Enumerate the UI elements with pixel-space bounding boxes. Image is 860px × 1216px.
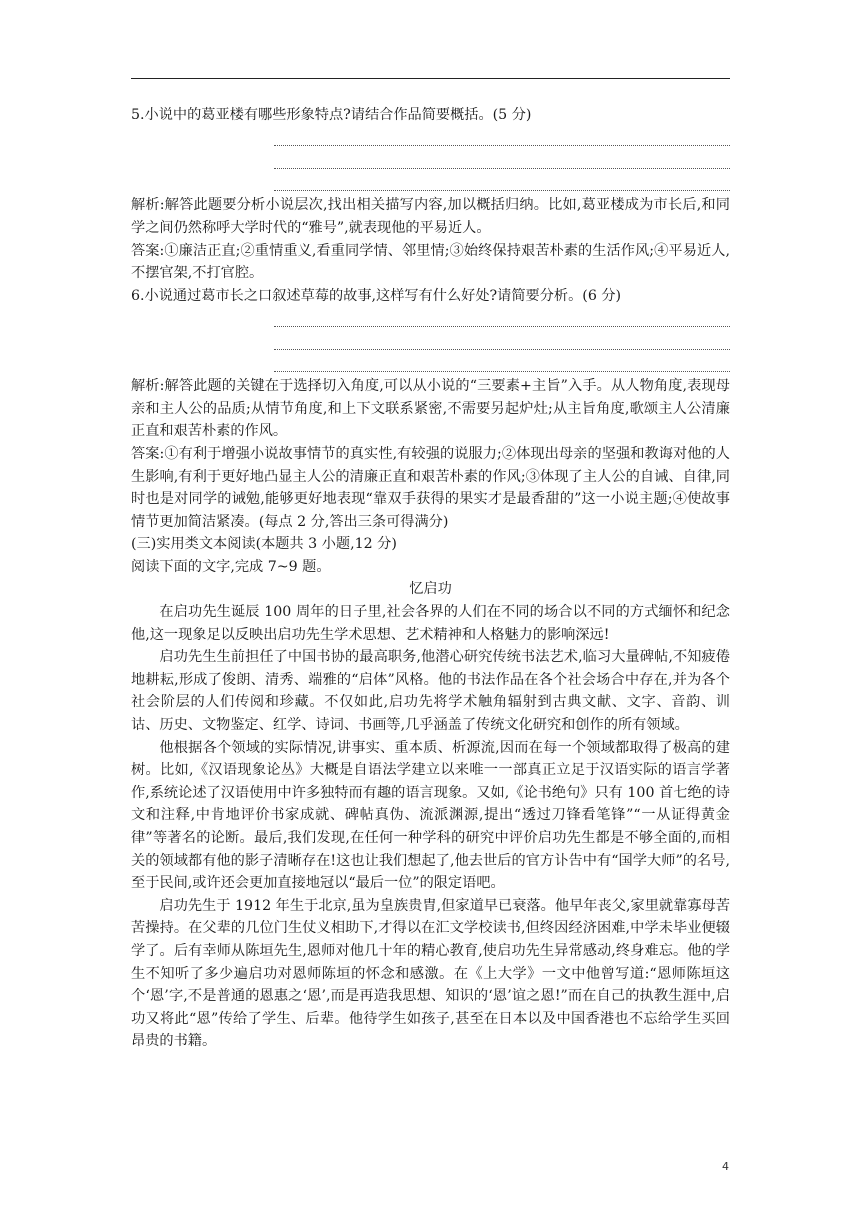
section-instruction: 阅读下面的文字,完成 7~9 题。 [131, 558, 331, 575]
analysis-6: 解析:解答此题的关键在于选择切入角度,可以从小说的“三要素+主旨”入手。从人物角度,表现母亲和主人公的品质;从情节角度,和上下文联系紧密,不需要另起炉灶;从主旨角度,歌颂主人公清廉正直和艰苦朴素的作风。 [131, 378, 730, 440]
question-6: 6.小说通过葛市长之口叙述草莓的故事,这样写有什么好处?请简要分析。(6 分) [131, 287, 622, 304]
answer-line [274, 172, 730, 195]
article-paragraph: 启功先生生前担任了中国书协的最高职务,他潜心研究传统书法艺术,临习大量碑帖,不知疲倦地耕耘,形成了俊朗、清秀、端雅的“启体”风格。他的书法作品在各个社会场合中存在,并为各个社会阶层的人们传阅和珍藏。不仅如此,启功先将学术触角辐射到古典文献、文字、音韵、训诂、历史、文物鉴定、红学、诗词、书画等,几乎涵盖了传统文化研究和创作的所有领域。 [131, 649, 730, 734]
question-5: 5.小说中的葛亚楼有哪些形象特点?请结合作品简要概括。(5 分) [131, 107, 532, 123]
article-title: 忆启功 [409, 581, 452, 598]
article-paragraph: 他根据各个领域的实际情况,讲事实、重本质、析源流,因而在每一个领域都取得了极高的建树。比如,《汉语现象论丛》大概是自语法学建立以来唯一一部真正立足于汉语实际的语言学著作,系统论述了汉语使用中许多独特而有趣的语言现象。又如,《论书绝句》只有 100 首七绝的诗文和注释,中肯地评价书家成就、碑帖真伪、流派渊源,提出“透过刀锋看笔锋”“一从证得黄金律”等著名的论断。最后,我们发现,在任何一种学科的研究中评价启功先生都是不够全面的,而相关的领域都有他的影子清晰存在!这也让我们想起了,他去世后的官方讣告中有“国学大师”的名号,至于民间,或许还会更加直接地冠以“最后一位”的限定语吧。 [131, 739, 730, 892]
answer-line [274, 353, 730, 376]
answer-line [274, 307, 730, 330]
article-paragraph: 启功先生于 1912 年生于北京,虽为皇族贵胄,但家道早已衰落。他早年丧父,家里就靠寡母苦苦操持。在父辈的几位门生仗义相助下,才得以在汇文学校读书,但终因经济困难,中学未毕业便辍学了。后有幸师从陈垣先生,恩师对他几十年的精心教育,使启功先生异常感动,终身难忘。他的学生不知听了多少遍启功对恩师陈垣的怀念和感激。在《上大学》一文中他曾写道:“恩师陈垣这个‘恩’字,不是普通的恩惠之‘恩’,而是再造我思想、知识的‘恩’谊之恩!”而在自己的执教生涯中,启功又将此“恩”传给了学生、后辈。他待学生如孩子,甚至在日本以及中国香港也不忘给学生买回昂贵的书籍。 [131, 897, 730, 1050]
answer-line [274, 127, 730, 150]
answer-line [274, 149, 730, 172]
answer-6: 答案:①有利于增强小说故事情节的真实性,有较强的说服力;②体现出母亲的坚强和教诲对他的人生影响,有利于更好地凸显主人公的清廉正直和艰苦朴素的作风;③体现了主人公的自诫、自律,同时也是对同学的诫勉,能够更好地表现“靠双手获得的果实才是最香甜的”这一小说主题;④使故事情节更加简洁紧凑。(每点 2 分,答出三条可得满分) [131, 445, 730, 530]
answer-line [274, 330, 730, 353]
page-content [131, 104, 730, 1053]
article-paragraph: 在启功先生诞辰 100 周年的日子里,社会各界的人们在不同的场合以不同的方式缅怀和纪念他,这一现象足以反映出启功先生学术思想、艺术精神和人格魅力的影响深远! [131, 604, 730, 643]
answer-5: 答案:①廉洁正直;②重情重义,看重同学情、邻里情;③始终保持艰苦朴素的生活作风;④平易近人,不摆官架,不打官腔。 [131, 242, 730, 282]
analysis-5: 解析:解答此题要分析小说层次,找出相关描写内容,加以概括归纳。比如,葛亚楼成为市长后,和同学之间仍然称呼大学时代的“雅号”,就表现他的平易近人。 [131, 197, 730, 236]
section-heading: (三)实用类文本阅读(本题共 3 小题,12 分) [131, 536, 397, 553]
page-number: 4 [722, 1160, 729, 1173]
header-rule [131, 78, 730, 79]
